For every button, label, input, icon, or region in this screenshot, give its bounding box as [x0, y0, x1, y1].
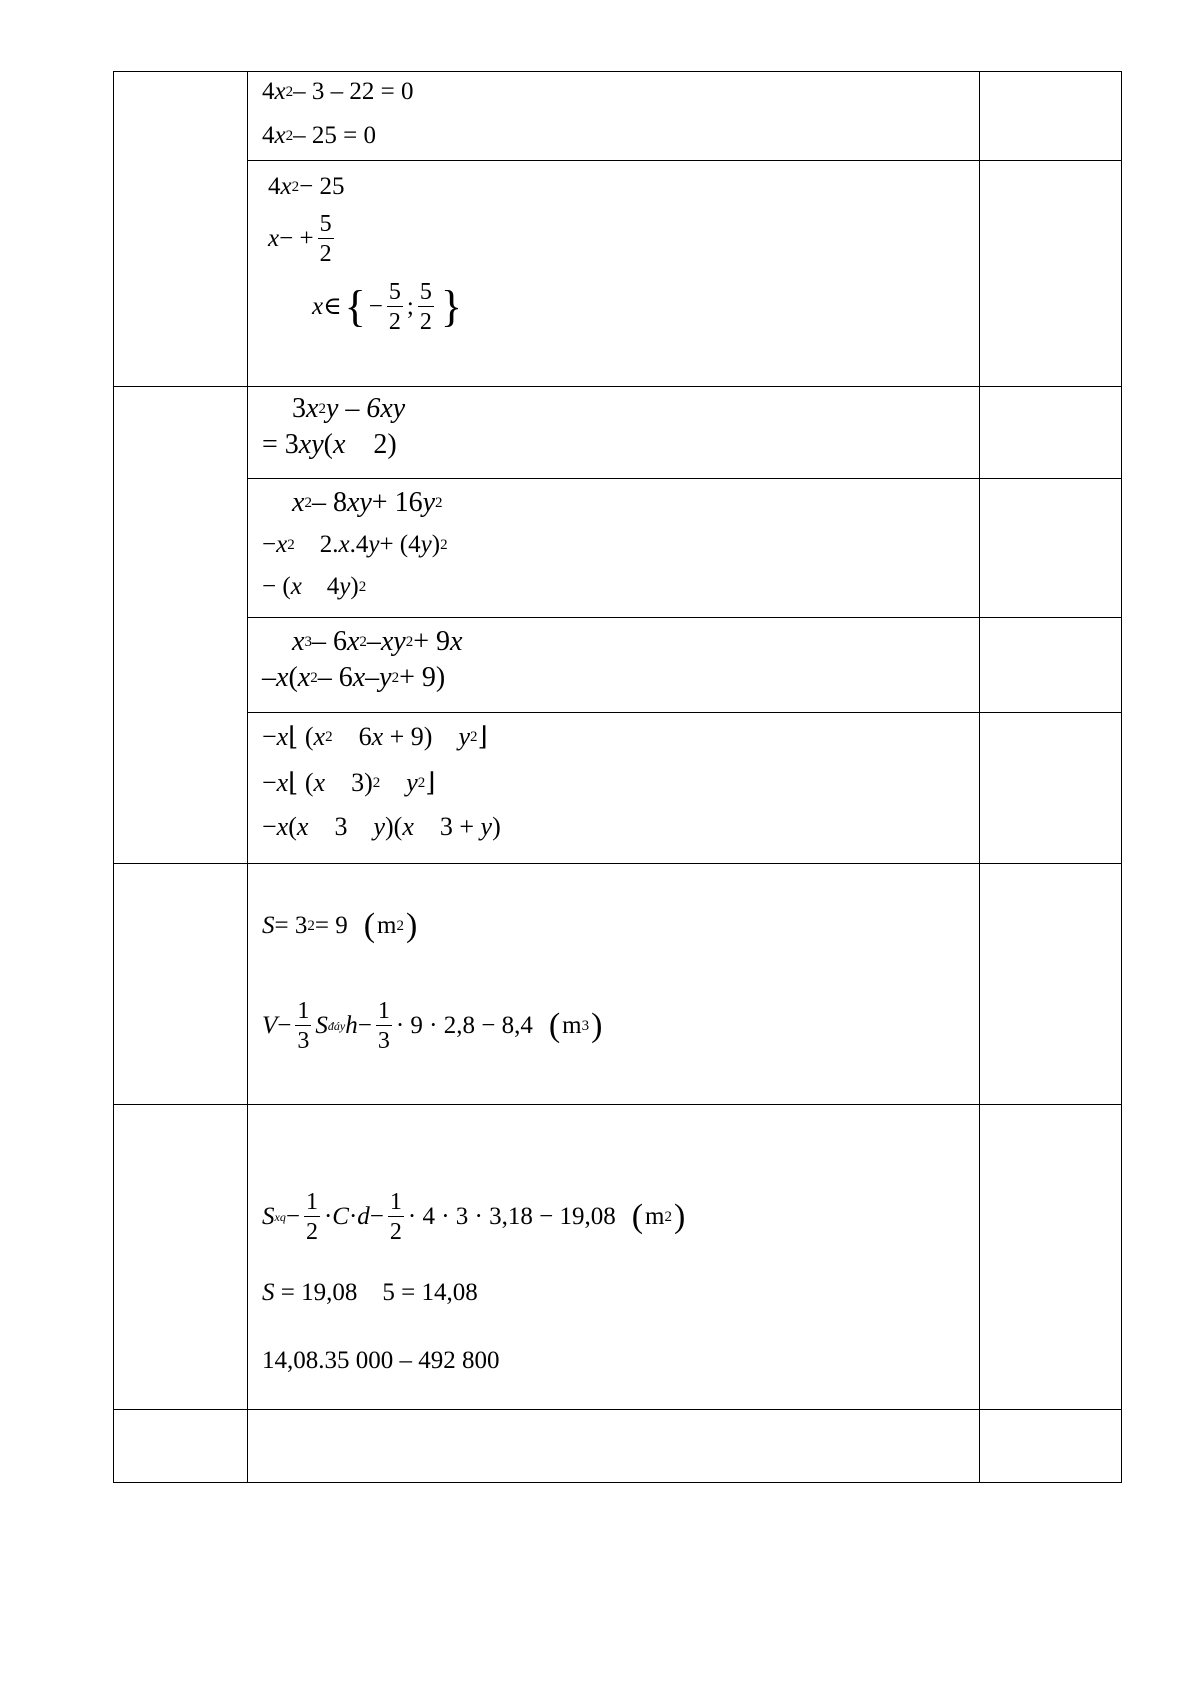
math-line: − x ( x 3 y )( x 3 + y ) — [262, 812, 501, 842]
points-cell — [980, 1105, 1122, 1410]
fraction: $\frac{1}{3}$ — [377, 998, 390, 1054]
math-line: S = 3 2 = 9 ( m 2 ) — [262, 907, 418, 944]
math-line: = 3 xy ( x 2) — [262, 428, 397, 460]
math-line: – x ( x 2 – 6 x – y 2 + 9) — [262, 661, 446, 693]
solution-cell — [248, 1410, 980, 1483]
fraction: $\frac{1}{2}$ — [389, 1189, 402, 1245]
fraction: $\frac{1}{2}$ — [305, 1189, 318, 1245]
fraction: $\frac{1}{3}$ — [297, 998, 310, 1054]
math-line: 4 x 2 – 3 – 22 = 0 — [262, 77, 414, 105]
math-line: x − + $\frac{5}{2}$ — [268, 211, 332, 267]
math-line: x ∈ { − $\frac{5}{2}$ ; $\frac{5}{2}$ } — [312, 279, 462, 335]
table-row — [114, 161, 1122, 387]
points-cell — [980, 618, 1122, 713]
points-cell — [980, 864, 1122, 1105]
math-line: 4 x 2 – 25 = 0 — [262, 121, 376, 149]
solution-cell — [248, 618, 980, 713]
table-row — [114, 1105, 1122, 1410]
math-line: x 2 – 8 xy + 16 y 2 — [292, 486, 443, 518]
math-line: 4 x 2 − 25 — [268, 172, 345, 200]
solution-cell — [248, 1105, 980, 1410]
table-row — [114, 618, 1122, 713]
math-line: x 3 – 6 x 2 – xy 2 + 9 x — [292, 625, 463, 657]
table-row — [114, 1410, 1122, 1483]
table-row — [114, 387, 1122, 479]
fraction: $\frac{5}{2}$ — [419, 279, 432, 335]
solution-cell — [248, 387, 980, 479]
points-cell — [980, 1410, 1122, 1483]
math-line: V − $\frac{1}{3}$ S đáy h − $\frac{1}{3}$ · 9 · 2,8 − 8,4 ( m 3 ) — [262, 998, 603, 1054]
question-cell — [114, 1410, 248, 1483]
points-cell — [980, 161, 1122, 387]
solution-cell — [248, 713, 980, 864]
math-line: 14,08.35 000 – 492 800 — [262, 1346, 500, 1374]
solution-cell — [248, 864, 980, 1105]
points-cell — [980, 479, 1122, 618]
math-line: − x ⌊ ( x 2 6 x + 9) y 2 ⌋ — [262, 722, 488, 752]
math-line: S xq − $\frac{1}{2}$ · C · d − $\frac{1}{2}$ · 4 · 3 · 3,18 − 19,08 ( m 2 ) — [262, 1189, 686, 1245]
question-cell — [114, 387, 248, 864]
math-line: − x 2 2. x .4 y + (4 y ) 2 — [262, 530, 448, 558]
question-cell — [114, 1105, 248, 1410]
table-row — [114, 713, 1122, 864]
solution-cell — [248, 161, 980, 387]
fraction: $\frac{5}{2}$ — [388, 279, 401, 335]
math-line: 3 x 2 y – 6 xy — [292, 392, 406, 424]
question-cell — [114, 72, 248, 387]
answer-table — [113, 71, 1122, 1483]
table-row — [114, 864, 1122, 1105]
points-cell — [980, 72, 1122, 161]
math-line: − ( x 4 y ) 2 — [262, 572, 367, 600]
solution-cell — [248, 72, 980, 161]
solution-cell — [248, 479, 980, 618]
fraction: $\frac{5}{2}$ — [319, 211, 332, 267]
points-cell — [980, 387, 1122, 479]
question-cell — [114, 864, 248, 1105]
math-line: − x ⌊ ( x 3) 2 y 2 ⌋ — [262, 768, 436, 798]
math-line: S = 19,08 5 = 14,08 — [262, 1278, 478, 1306]
table-row — [114, 72, 1122, 161]
table-row — [114, 479, 1122, 618]
points-cell — [980, 713, 1122, 864]
